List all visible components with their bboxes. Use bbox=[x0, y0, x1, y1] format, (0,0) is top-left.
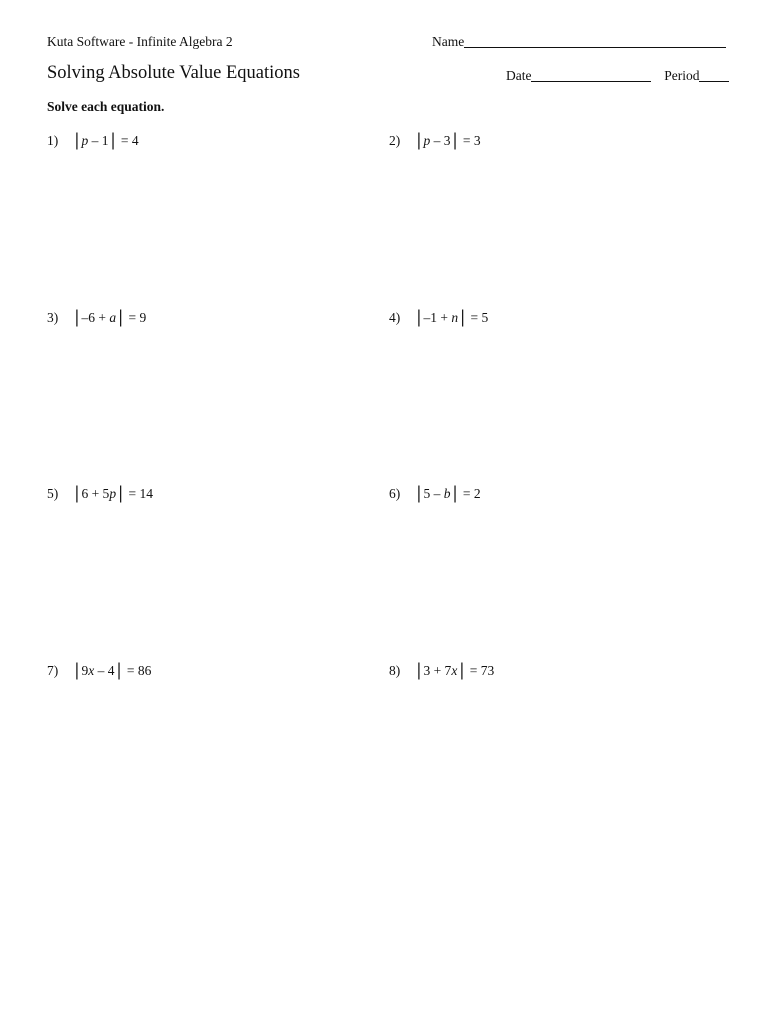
problem-1 bbox=[47, 131, 139, 149]
equation: | p – 3 | = 3 bbox=[416, 130, 481, 150]
problem-2 bbox=[389, 131, 481, 149]
equation: | –6 + a | = 9 bbox=[74, 307, 147, 327]
software-label: Kuta Software - Infinite Algebra 2 bbox=[47, 34, 233, 49]
problem-number: 1) bbox=[47, 133, 59, 148]
abs-bar-left: | bbox=[74, 307, 80, 327]
abs-bar-right: | bbox=[118, 483, 124, 503]
problem-number: 3) bbox=[47, 310, 59, 325]
date-period-fields bbox=[506, 68, 729, 84]
problem-number: 5) bbox=[47, 486, 59, 501]
abs-bar-right: | bbox=[110, 130, 116, 150]
date-blank[interactable] bbox=[531, 69, 651, 82]
equation: | 3 + 7x | = 73 bbox=[416, 660, 495, 680]
problem-8 bbox=[389, 661, 494, 679]
problem-6 bbox=[389, 484, 481, 502]
abs-bar-right: | bbox=[460, 307, 466, 327]
problem-4 bbox=[389, 308, 488, 326]
problem-7 bbox=[47, 661, 151, 679]
abs-bar-right: | bbox=[459, 660, 465, 680]
instructions: Solve each equation. bbox=[47, 99, 165, 114]
problem-number: 6) bbox=[389, 486, 401, 501]
abs-bar-left: | bbox=[74, 660, 80, 680]
abs-bar-left: | bbox=[416, 660, 422, 680]
name-label: Name bbox=[432, 34, 465, 49]
equation: | 5 – b | = 2 bbox=[416, 483, 481, 503]
equation: | p – 1 | = 4 bbox=[74, 130, 139, 150]
problem-5 bbox=[47, 484, 153, 502]
problem-3 bbox=[47, 308, 146, 326]
abs-bar-right: | bbox=[118, 307, 124, 327]
problem-number: 2) bbox=[389, 133, 401, 148]
abs-bar-left: | bbox=[416, 483, 422, 503]
equation: | 6 + 5p | = 14 bbox=[74, 483, 153, 503]
page-title: Solving Absolute Value Equations bbox=[47, 63, 301, 83]
equation: | 9x – 4 | = 86 bbox=[74, 660, 152, 680]
period-blank[interactable] bbox=[699, 69, 729, 82]
abs-bar-right: | bbox=[452, 483, 458, 503]
abs-bar-left: | bbox=[416, 307, 422, 327]
problem-number: 4) bbox=[389, 310, 401, 325]
name-field[interactable] bbox=[432, 34, 726, 50]
problem-number: 7) bbox=[47, 663, 59, 678]
abs-bar-right: | bbox=[116, 660, 122, 680]
date-label: Date bbox=[506, 68, 532, 83]
equation: | –1 + n | = 5 bbox=[416, 307, 489, 327]
problem-number: 8) bbox=[389, 663, 401, 678]
abs-bar-left: | bbox=[74, 130, 80, 150]
abs-bar-left: | bbox=[74, 483, 80, 503]
abs-bar-right: | bbox=[452, 130, 458, 150]
abs-bar-left: | bbox=[416, 130, 422, 150]
name-blank[interactable] bbox=[464, 35, 726, 48]
period-label: Period bbox=[664, 68, 700, 83]
